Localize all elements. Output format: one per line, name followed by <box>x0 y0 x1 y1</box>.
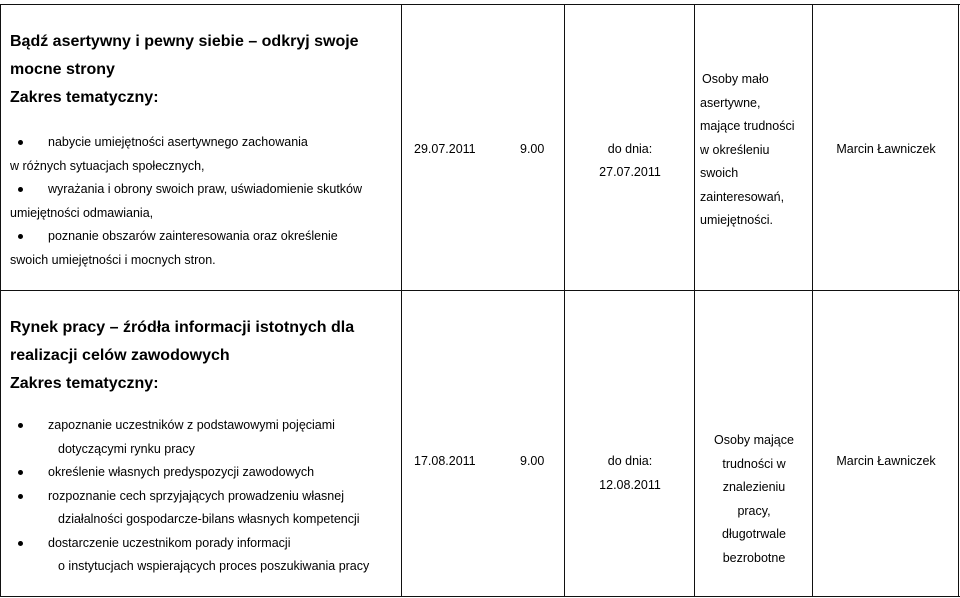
until-date: 27.07.2011 <box>599 165 661 179</box>
column-divider <box>401 4 402 597</box>
table-border-right <box>958 4 959 597</box>
table-row-divider <box>0 290 960 291</box>
list-item: nabycie umiejętności asertywnego zachowania w różnych sytuacjach społecznych, <box>10 135 308 173</box>
table-border-bottom <box>0 596 960 597</box>
table-border-top <box>0 4 960 5</box>
trainer-name: Marcin Ławniczek <box>836 142 936 156</box>
bullet-icon <box>18 470 23 475</box>
topic-list <box>10 414 400 579</box>
bullet-icon <box>18 494 23 499</box>
column-divider <box>564 4 565 597</box>
bullet-icon <box>18 140 23 145</box>
list-item: dostarczenie uczestnikom porady informacji o instytucjach wspierających proces poszukiwania pracy <box>10 532 400 579</box>
list-item: zapoznanie uczestników z podstawowymi pojęciami dotyczącymi rynku pracy <box>10 414 400 461</box>
start-date: 29.07.2011 <box>414 142 476 156</box>
table-row <box>10 28 400 272</box>
bullet-icon <box>18 423 23 428</box>
bullet-icon <box>18 541 23 546</box>
start-time: 9.00 <box>520 454 545 468</box>
target-group: Osoby mało asertywne, mające trudności w określeniu swoich zainteresowań, umiejętności. <box>700 72 795 227</box>
table-border-left <box>0 4 1 597</box>
topic-list <box>10 131 400 272</box>
trainer-name: Marcin Ławniczek <box>836 454 936 468</box>
course-title: Rynek pracy – źródła informacji istotnych dla realizacji celów zawodowych Zakres tematyczny: <box>10 314 400 398</box>
until-label: do dnia: <box>607 454 653 468</box>
start-date: 17.08.2011 <box>414 454 476 468</box>
topic-label: Zakres tematyczny: <box>10 89 159 106</box>
list-item: rozpoznanie cech sprzyjających prowadzeniu własnej działalności gospodarcze-bilans własnych kompetencji <box>10 485 400 532</box>
target-group: Osoby mające trudności w znalezieniu pracy, długotrwale bezrobotne <box>714 433 794 565</box>
bullet-icon <box>18 187 23 192</box>
table-row <box>10 314 400 579</box>
topic-label: Zakres tematyczny: <box>10 375 159 392</box>
bullet-icon <box>18 234 23 239</box>
until-date: 12.08.2011 <box>599 478 661 492</box>
list-item: wyrażania i obrony swoich praw, uświadomienie skutków umiejętności odmawiania, <box>10 182 363 220</box>
until-label: do dnia: <box>607 142 653 156</box>
list-item: poznanie obszarów zainteresowania oraz określenie swoich umiejętności i mocnych stron. <box>10 229 338 267</box>
course-title: Bądź asertywny i pewny siebie – odkryj swoje mocne strony Zakres tematyczny: <box>10 28 400 112</box>
list-item: określenie własnych predyspozycji zawodowych <box>10 461 400 485</box>
start-time: 9.00 <box>520 142 545 156</box>
